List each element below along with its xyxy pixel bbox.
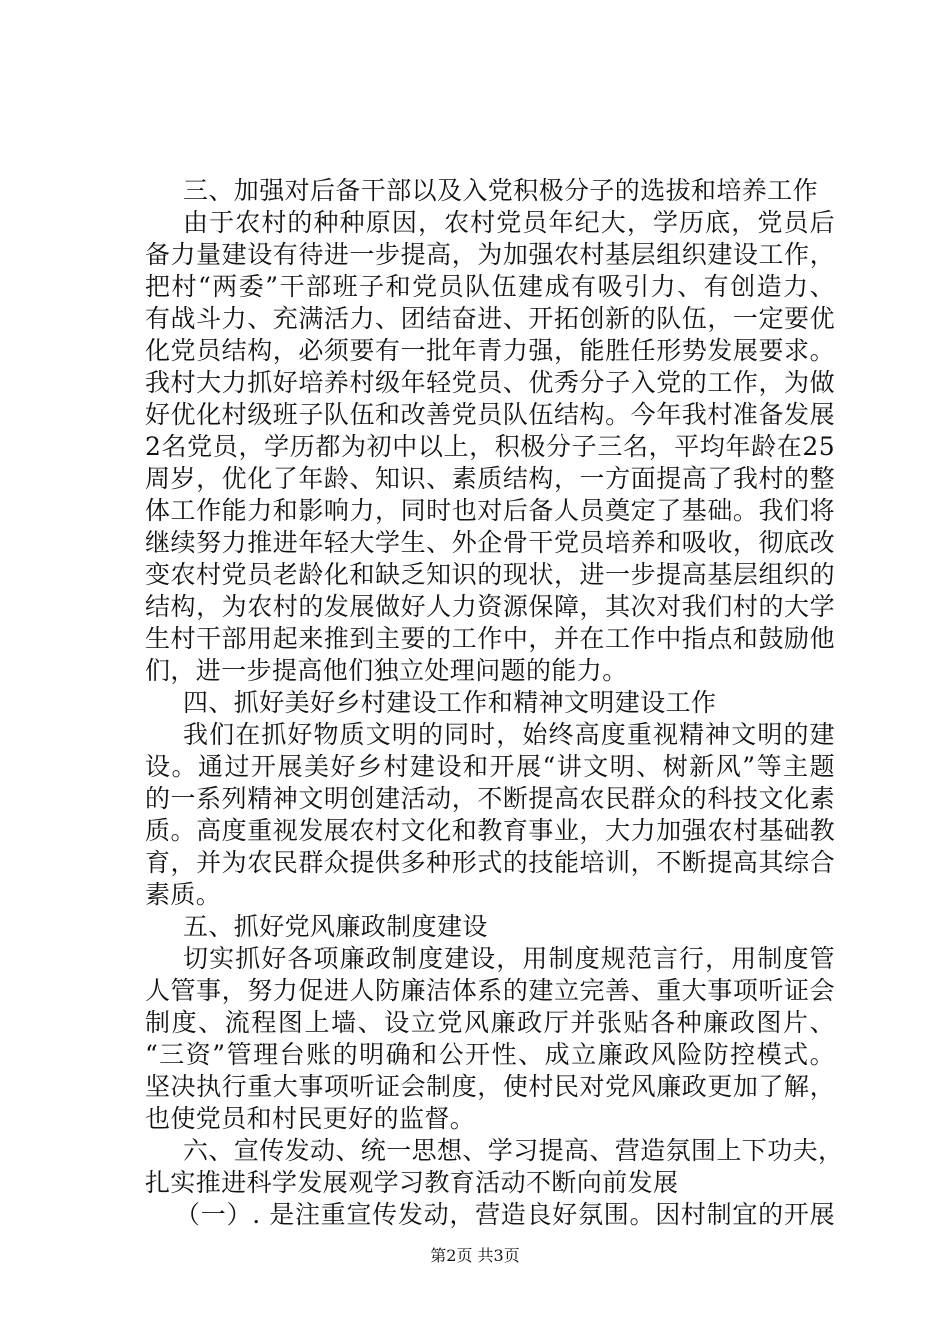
section-heading: 三、加强对后备干部以及入党积极分子的选拔和培养工作	[183, 176, 819, 205]
document-body	[145, 175, 844, 1231]
paragraph-first-line: 我们在抓好物质文明的同时，始终高度重视精神文明的建	[183, 720, 835, 749]
paragraph-line: 体工作能力和影响力，同时也对后备人员奠定了基础。我们将	[145, 496, 835, 525]
paragraph-line: 生村干部用起来推到主要的工作中，并在工作中指点和鼓励他	[145, 624, 835, 653]
paragraph-line: “三资”管理台账的明确和公开性、成立廉政风险防控模式。	[145, 1040, 835, 1069]
paragraph-line: 制度、流程图上墙、设立党风廉政厅并张贴各种廉政图片、	[145, 1008, 835, 1037]
paragraph-line: 2名党员，学历都为初中以上，积极分子三名，平均年龄在25	[145, 432, 835, 461]
subsection-line: （一）. 是注重宣传发动，营造良好氛围。因村制宜的开展	[175, 1200, 835, 1229]
paragraph-line: 人管事，努力促进人防廉洁体系的建立完善、重大事项听证会	[145, 976, 835, 1005]
page-footer: 第2页 共3页	[430, 1246, 520, 1265]
paragraph-line: 我村大力抓好培养村级年轻党员、优秀分子入党的工作，为做	[145, 368, 835, 397]
paragraph-first-line: 由于农村的种种原因，农村党员年纪大，学历底，党员后	[183, 208, 835, 237]
paragraph-line: 育，并为农民群众提供多种形式的技能培训，不断提高其综合	[145, 848, 835, 877]
paragraph-line: 质。高度重视发展农村文化和教育事业，大力加强农村基础教	[145, 816, 835, 845]
paragraph-line: 有战斗力、充满活力、团结奋进、开拓创新的队伍，一定要优	[145, 304, 835, 333]
paragraph-last-line: 也使党员和村民更好的监督。	[145, 1104, 476, 1133]
paragraph-line: 备力量建设有待进一步提高，为加强农村基层组织建设工作，	[145, 240, 835, 269]
paragraph-last-line: 扎实推进科学发展观学习教育活动不断向前发展	[145, 1168, 679, 1197]
paragraph-line: 把村“两委”干部班子和党员队伍建成有吸引力、有创造力、	[145, 272, 835, 301]
paragraph-line: 变农村党员老龄化和缺乏知识的现状，进一步提高基层组织的	[145, 560, 835, 589]
paragraph-line: 周岁，优化了年龄、知识、素质结构，一方面提高了我村的整	[145, 464, 835, 493]
section-heading: 四、抓好美好乡村建设工作和精神文明建设工作	[183, 688, 717, 717]
paragraph-last-line: 们，进一步提高他们独立处理问题的能力。	[145, 656, 628, 685]
section-heading: 五、抓好党风廉政制度建设	[183, 912, 488, 941]
paragraph-line: 坚决执行重大事项听证会制度，使村民对党风廉政更加了解，	[145, 1072, 835, 1101]
paragraph-last-line: 素质。	[145, 880, 222, 909]
paragraph-line: 结构，为农村的发展做好人力资源保障，其次对我们村的大学	[145, 592, 835, 621]
section-heading: 六、宣传发动、统一思想、学习提高、营造氛围上下功夫，	[183, 1136, 844, 1165]
paragraph-line: 化党员结构，必须要有一批年青力强，能胜任形势发展要求。	[145, 336, 835, 365]
paragraph-line: 设。通过开展美好乡村建设和开展“讲文明、树新风”等主题	[145, 752, 835, 781]
paragraph-line: 继续努力推进年轻大学生、外企骨干党员培养和吸收，彻底改	[145, 528, 835, 557]
paragraph-line: 的一系列精神文明创建活动，不断提高农民群众的科技文化素	[145, 784, 835, 813]
paragraph-first-line: 切实抓好各项廉政制度建设，用制度规范言行，用制度管	[183, 944, 835, 973]
paragraph-line: 好优化村级班子队伍和改善党员队伍结构。今年我村准备发展	[145, 400, 835, 429]
